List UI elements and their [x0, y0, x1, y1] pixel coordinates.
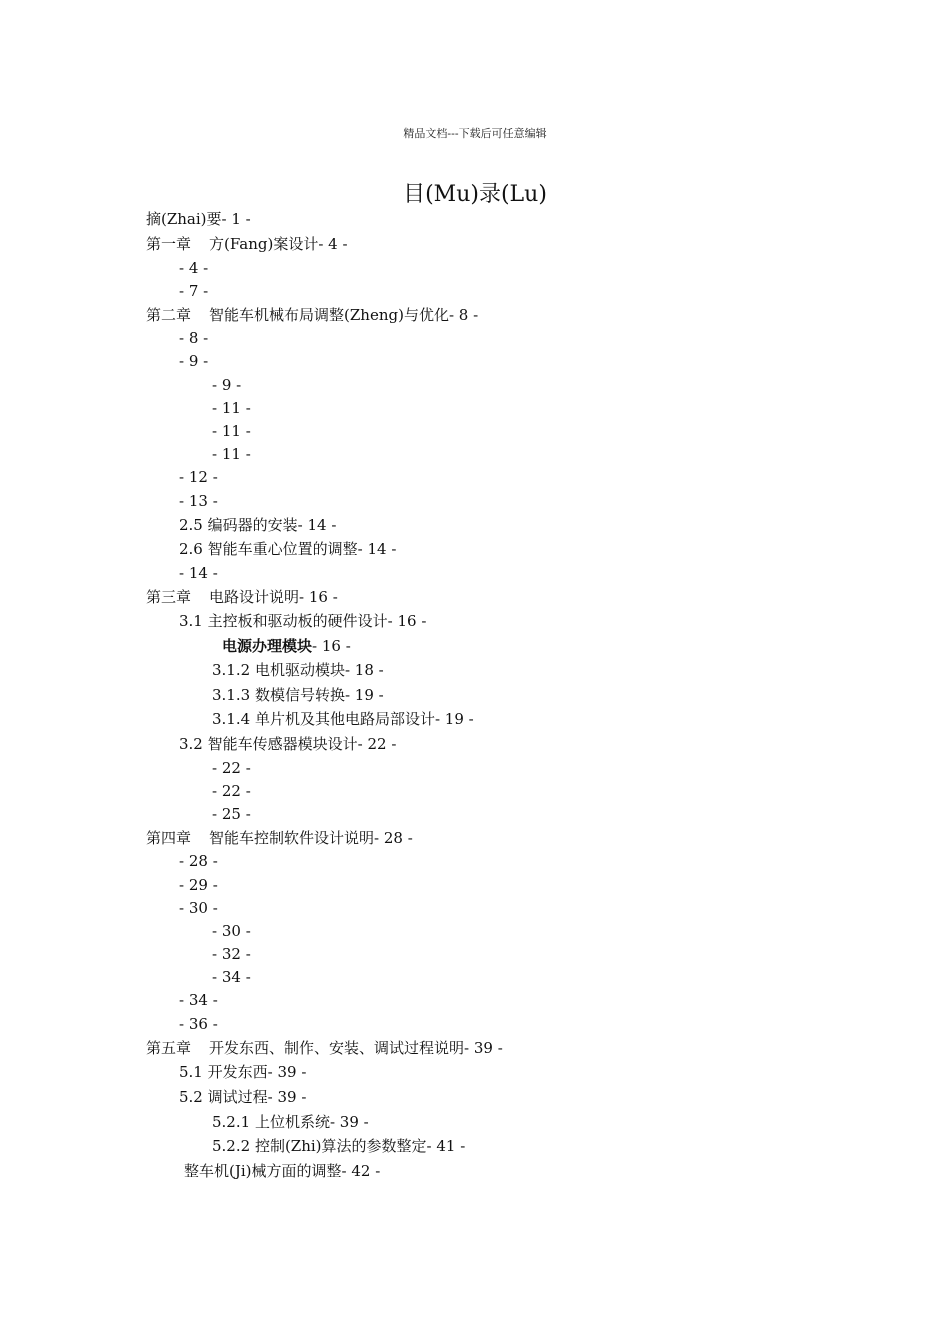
toc-entry-title: 摘(Zhai)要	[146, 210, 222, 228]
toc-entry-label: 第二章	[146, 306, 192, 324]
toc-entry[interactable]	[179, 990, 218, 1010]
toc-entry-label: 3.1	[179, 612, 203, 630]
toc-entry-page: - 22 -	[212, 759, 251, 777]
toc-entry-label: 第四章	[146, 829, 192, 847]
toc-entry-chapter-2[interactable]	[146, 305, 478, 325]
toc-entry-page: - 8 -	[179, 329, 209, 347]
toc-entry-label: 3.1.2	[212, 661, 251, 679]
toc-entry-5-1[interactable]	[179, 1062, 306, 1082]
toc-entry[interactable]	[179, 281, 208, 301]
toc-title: 目(Mu)录(Lu)	[403, 182, 547, 207]
toc-entry[interactable]	[212, 444, 251, 464]
toc-entry[interactable]	[179, 328, 208, 348]
toc-entry-page: - 19 -	[344, 686, 384, 704]
toc-entry-page: - 19 -	[434, 710, 474, 728]
toc-entry[interactable]	[179, 467, 218, 487]
toc-entry-page: - 36 -	[179, 1015, 218, 1033]
toc-entry-page: - 4 -	[318, 235, 348, 253]
toc-entry-page: - 30 -	[179, 899, 218, 917]
toc-entry-page: - 14 -	[179, 564, 218, 582]
toc-entry-page: - 25 -	[212, 805, 251, 823]
toc-entry-chapter-5[interactable]	[146, 1038, 503, 1058]
toc-entry-title: 主控板和驱动板的硬件设计	[207, 612, 388, 630]
toc-entry-label: 5.1	[179, 1063, 203, 1081]
toc-entry-label: 2.5	[179, 516, 203, 534]
toc-entry-title: 智能车机械布局调整(Zheng)与优化	[209, 306, 449, 324]
toc-entry-abstract[interactable]	[146, 209, 251, 229]
toc-entry-label: 第五章	[146, 1039, 192, 1057]
toc-entry-chapter-4[interactable]	[146, 828, 413, 848]
toc-entry-power-module[interactable]	[222, 636, 351, 656]
toc-entry-chapter-1[interactable]	[146, 234, 348, 254]
toc-entry[interactable]	[179, 851, 218, 871]
toc-entry-title: 智能车重心位置的调整	[207, 540, 358, 558]
toc-entry-page: - 13 -	[179, 492, 218, 510]
toc-entry[interactable]	[179, 258, 208, 278]
toc-entry-page: - 39 -	[267, 1088, 307, 1106]
toc-entry-page: - 11 -	[212, 445, 251, 463]
toc-entry-page: - 14 -	[297, 516, 337, 534]
toc-entry-page: - 16 -	[312, 637, 351, 655]
toc-entry-page: - 28 -	[374, 829, 413, 847]
toc-entry-3-2[interactable]	[179, 734, 396, 754]
toc-entry-title: 智能车传感器模块设计	[207, 735, 358, 753]
toc-entry-page: - 9 -	[179, 352, 209, 370]
toc-entry-page: - 4 -	[179, 259, 209, 277]
toc-entry-label: 第三章	[146, 588, 192, 606]
toc-entry[interactable]	[212, 421, 251, 441]
toc-entry-page: - 32 -	[212, 945, 251, 963]
toc-entry-label: 5.2.2	[212, 1137, 251, 1155]
toc-entry-page: - 16 -	[387, 612, 427, 630]
toc-entry-title: 数模信号转换	[254, 686, 345, 704]
toc-entry[interactable]	[179, 491, 218, 511]
toc-entry-title: 开发东西	[207, 1063, 268, 1081]
toc-entry-page: - 12 -	[179, 468, 218, 486]
toc-entry-page: - 39 -	[329, 1113, 369, 1131]
toc-entry-label: 2.6	[179, 540, 203, 558]
toc-entry-page: - 34 -	[212, 968, 251, 986]
toc-entry-title: 单片机及其他电路局部设计	[254, 710, 435, 728]
toc-entry-page: - 22 -	[357, 735, 397, 753]
toc-entry-page: - 29 -	[179, 876, 218, 894]
toc-entry-3-1-3[interactable]	[212, 685, 384, 705]
toc-entry-2-6[interactable]	[179, 539, 396, 559]
toc-entry-5-2-2[interactable]	[212, 1136, 465, 1156]
toc-entry-page: - 11 -	[212, 399, 251, 417]
toc-entry[interactable]	[179, 898, 218, 918]
toc-entry-3-1[interactable]	[179, 611, 426, 631]
toc-entry-label: 5.2	[179, 1088, 203, 1106]
toc-entry-page: - 39 -	[464, 1039, 503, 1057]
toc-entry-page: - 34 -	[179, 991, 218, 1009]
toc-entry-page: - 7 -	[179, 282, 209, 300]
toc-entry[interactable]	[212, 804, 251, 824]
toc-entry[interactable]	[179, 563, 218, 583]
toc-entry-chapter-3[interactable]	[146, 587, 338, 607]
toc-entry-5-2[interactable]	[179, 1087, 306, 1107]
toc-entry-page: - 9 -	[212, 376, 242, 394]
toc-entry-page: - 1 -	[221, 210, 251, 228]
toc-entry-page: - 14 -	[357, 540, 397, 558]
toc-entry-title: 电机驱动模块	[254, 661, 345, 679]
toc-entry-page: - 39 -	[267, 1063, 307, 1081]
toc-entry[interactable]	[212, 781, 251, 801]
toc-entry[interactable]	[179, 875, 218, 895]
toc-entry-title: 开发东西、制作、安装、调试过程说明	[209, 1039, 465, 1057]
toc-entry-title: 控制(Zhi)算法的参数整定	[254, 1137, 427, 1155]
toc-entry[interactable]	[212, 375, 241, 395]
toc-entry-title: 智能车控制软件设计说明	[209, 829, 375, 847]
toc-entry-page: - 18 -	[344, 661, 384, 679]
toc-entry-page: - 22 -	[212, 782, 251, 800]
toc-entry-title: 编码器的安装	[207, 516, 298, 534]
toc-entry-label: 3.1.4	[212, 710, 251, 728]
page-header: 精品文档---下载后可任意编辑	[403, 127, 547, 140]
toc-entry-title: 方(Fang)案设计	[209, 235, 319, 253]
toc-entry-title: 调试过程	[207, 1088, 268, 1106]
toc-entry-page: - 28 -	[179, 852, 218, 870]
toc-entry-3-1-2[interactable]	[212, 660, 384, 680]
toc-entry[interactable]	[212, 921, 251, 941]
toc-entry[interactable]	[179, 351, 208, 371]
toc-entry[interactable]	[212, 398, 251, 418]
toc-entry-page: - 30 -	[212, 922, 251, 940]
toc-entry-label: 3.2	[179, 735, 203, 753]
toc-entry[interactable]	[212, 758, 251, 778]
toc-entry-title: 上位机系统	[254, 1113, 330, 1131]
toc-entry-vehicle-mechanics[interactable]	[184, 1161, 380, 1181]
toc-entry-page: - 42 -	[341, 1162, 381, 1180]
toc-entry-label: 5.2.1	[212, 1113, 251, 1131]
toc-entry-title: 电源办理模块	[222, 637, 313, 655]
toc-entry[interactable]	[212, 967, 251, 987]
toc-entry-2-5[interactable]	[179, 515, 336, 535]
toc-entry-3-1-4[interactable]	[212, 709, 474, 729]
toc-entry-label: 3.1.3	[212, 686, 251, 704]
toc-entry-page: - 41 -	[426, 1137, 466, 1155]
toc-entry[interactable]	[179, 1014, 218, 1034]
toc-entry-label: 第一章	[146, 235, 192, 253]
toc-entry-title: 电路设计说明	[209, 588, 300, 606]
toc-entry[interactable]	[212, 944, 251, 964]
toc-entry-title: 整车机(Ji)械方面的调整	[184, 1162, 342, 1180]
toc-entry-page: - 8 -	[448, 306, 479, 324]
toc-entry-page: - 16 -	[299, 588, 338, 606]
toc-entry-page: - 11 -	[212, 422, 251, 440]
toc-entry-5-2-1[interactable]	[212, 1112, 369, 1132]
